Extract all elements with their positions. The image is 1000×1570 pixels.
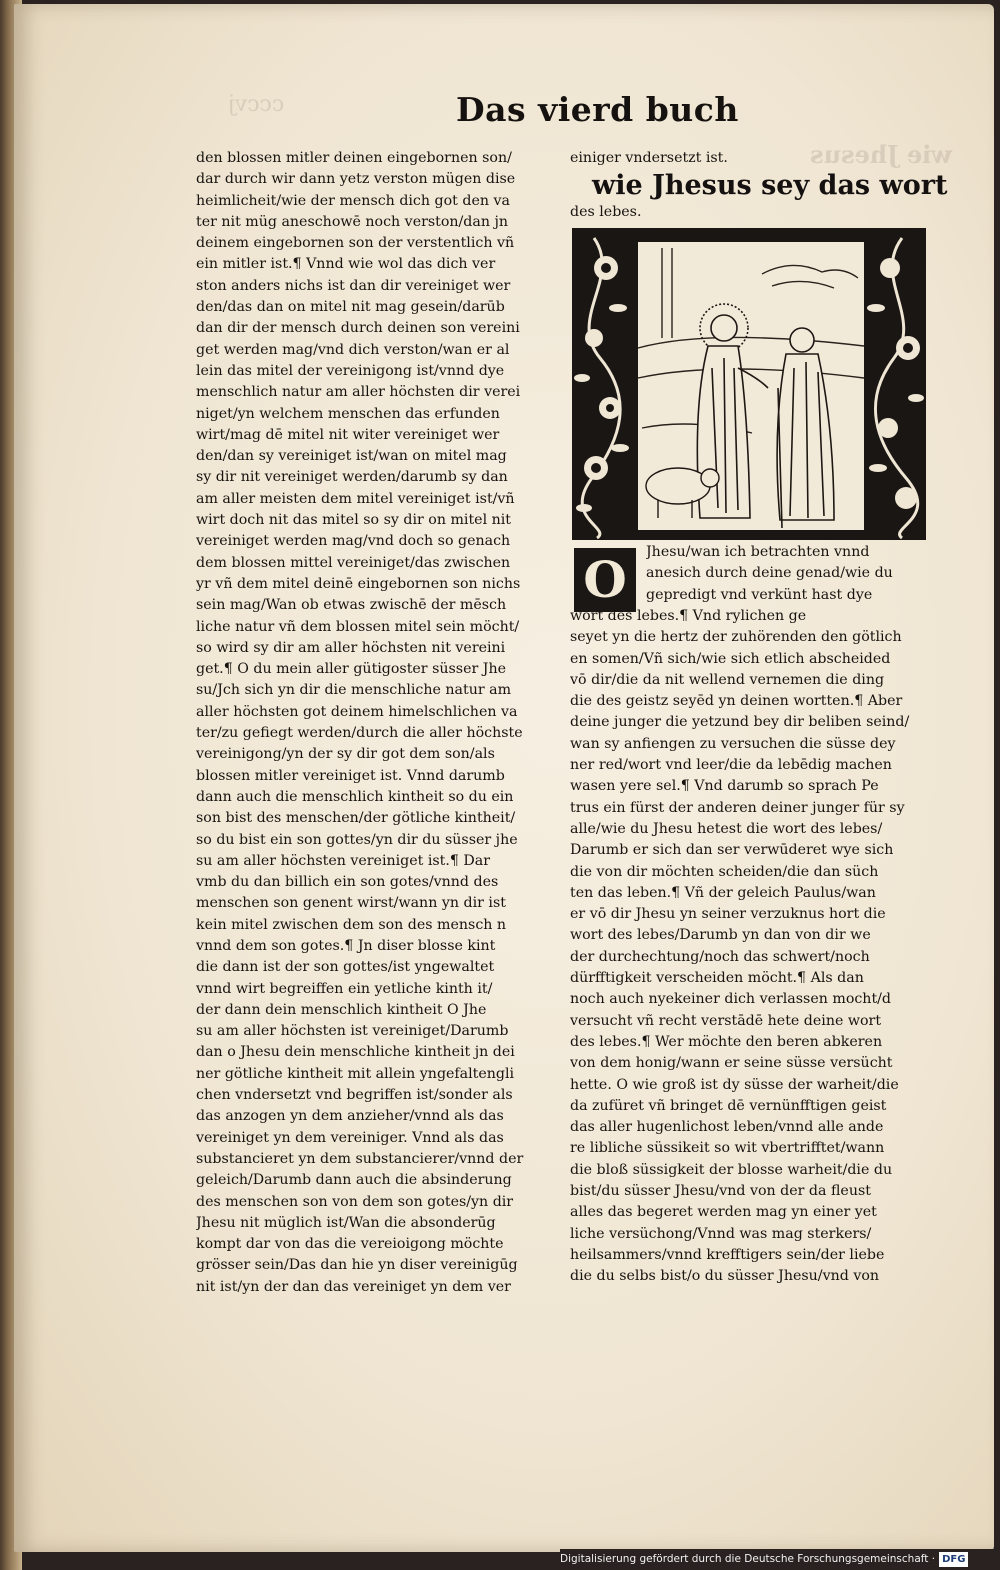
text-line: noch auch nyekeiner dich verlassen mocht/d xyxy=(570,991,892,1008)
text-line: su am aller höchsten ist vereiniget/Darumb xyxy=(196,1023,509,1040)
running-head: Das vierd buch xyxy=(456,90,739,129)
text-line: nit ist/yn der dan das vereiniget yn dem ver xyxy=(196,1278,511,1295)
right-column-body xyxy=(570,606,932,1288)
text-line: ein mitler ist.¶ Vnnd wie wol das dich ver xyxy=(196,256,496,273)
text-line: vereinigong/yn der sy dir got dem son/als xyxy=(196,746,495,763)
woodcut-jesus-and-disciple-image xyxy=(572,228,926,540)
text-line: Darumb er sich dan ser verwūderet wye sich xyxy=(570,842,894,859)
text-line: gepredigt vnd verkünt hast dye xyxy=(646,586,873,603)
footer-credit-text: Digitalisierung gefördert durch die Deutsche Forschungsgemeinschaft · xyxy=(560,1553,936,1565)
decorated-initial-letter: O xyxy=(574,548,636,612)
text-line: einiger vndersetzt ist. xyxy=(570,150,728,166)
text-line: den/das dan on mitel nit mag gesein/darūb xyxy=(196,299,505,316)
text-line: ten das leben.¶ Vñ der geleich Paulus/wan xyxy=(570,884,876,901)
text-line: kompt dar von das die vereioigong möchte xyxy=(196,1236,504,1253)
text-line: sein mag/Wan ob etwas zwischē der mēsch xyxy=(196,597,507,614)
text-line: wort des lebes/Darumb yn dan von dir we xyxy=(570,927,871,944)
text-line: vereiniget yn dem vereiniger. Vnnd als das xyxy=(196,1129,504,1146)
text-line: das aller hugenlichost leben/vnnd alle ande xyxy=(570,1119,884,1136)
left-column xyxy=(196,148,552,1298)
text-line: dar durch wir dann yetz verston mügen dise xyxy=(196,171,516,188)
text-line: liche versüchong/Vnnd was mag sterkers/ xyxy=(570,1225,872,1242)
text-line: dem blossen mittel vereiniget/das zwischen xyxy=(196,554,511,571)
text-line: grösser sein/Das dan hie yn diser vereinigūg xyxy=(196,1257,518,1274)
text-line: wan sy anfiengen zu versuchen die süsse dey xyxy=(570,735,896,752)
text-line: der durchechtung/noch das schwert/noch xyxy=(570,948,870,965)
text-line: die des geistz seyēd yn deinen wortten.¶ Aber xyxy=(570,693,903,710)
text-line: son bist des menschen/der götliche kintheit/ xyxy=(196,810,516,827)
text-line: menschlich natur am aller höchsten dir verei xyxy=(196,384,521,401)
text-line: des lebes.¶ Wer möchte den beren abkeren xyxy=(570,1033,883,1050)
text-line: wirt doch nit das mitel so sy dir on mitel nit xyxy=(196,512,511,529)
text-line: ter nit müg aneschowē noch verston/dan jn xyxy=(196,213,509,230)
text-line: chen vndersetzt vnd begriffen ist/sonder als xyxy=(196,1087,513,1104)
show-through-heading: wie Jhesus xyxy=(810,140,952,169)
text-line: trus ein fürst der anderen deiner junger für sy xyxy=(570,799,905,816)
text-line: anesich durch deine genad/wie du xyxy=(646,565,893,582)
text-line: die dann ist der son gottes/ist yngewaltet xyxy=(196,959,495,976)
text-line: deinem eingebornen son der verstentlich vñ xyxy=(196,235,515,252)
text-line: sy dir nit vereiniget werden/darumb sy dan xyxy=(196,469,508,486)
text-line: dan o Jhesu dein menschliche kintheit jn dei xyxy=(196,1044,515,1061)
text-line: wort des lebes.¶ Vnd rylichen ge xyxy=(570,608,807,624)
text-line: am aller meisten dem mitel vereiniget ist/vñ xyxy=(196,490,515,507)
text-line: menschen son genent wirst/wann yn dir ist xyxy=(196,895,506,912)
text-line: blossen mitler vereiniget ist. Vnnd darumb xyxy=(196,767,505,784)
text-line: von dem honig/wann er seine süsse versücht xyxy=(570,1055,893,1072)
text-line: vmb du dan billich ein son gotes/vnnd des xyxy=(196,874,499,891)
text-line: den/dan sy vereiniget ist/wan on mitel mag xyxy=(196,448,507,465)
text-line: wirt/mag dē mitel nit witer vereiniget wer xyxy=(196,426,500,443)
show-through-folio: cccvj xyxy=(228,92,285,117)
text-line: der dann dein menschlich kintheit O Jhe xyxy=(196,1001,487,1018)
text-line: ner red/wort vnd leer/die da lebēdig machen xyxy=(570,757,892,774)
text-line: vnnd dem son gotes.¶ Jn diser blosse kint xyxy=(196,937,496,954)
text-line: die von dir möchten scheiden/die dan süch xyxy=(570,863,879,880)
text-line: lein das mitel der vereinigong ist/vnnd dye xyxy=(196,362,505,379)
text-line: en somen/Vñ sich/wie sich etlich abscheided xyxy=(570,650,891,667)
text-line: deine junger die yetzund bey dir beliben seind/ xyxy=(570,714,910,731)
text-line: seyet yn die hertz der zuhörenden den götlich xyxy=(570,629,902,646)
text-line: bist/du süsser Jhesu/vnd von der da fleust xyxy=(570,1183,871,1200)
text-line: das anzogen yn dem anzieher/vnnd als das xyxy=(196,1108,504,1125)
text-line: su am aller höchsten vereiniget ist.¶ Dar xyxy=(196,852,491,869)
text-line: versucht vñ recht verstādē hete deine wort xyxy=(570,1012,882,1029)
text-line: liche natur vñ dem blossen mitel sein möcht/ xyxy=(196,618,520,635)
woodcut-illustration xyxy=(572,228,926,540)
text-line: aller höchsten got deinem himelschlichen va xyxy=(196,703,518,720)
text-line: dürfftigkeit verscheiden möcht.¶ Als dan xyxy=(570,970,864,987)
text-line: ner götliche kintheit mit allein yngefaltengli xyxy=(196,1065,515,1082)
text-line: heilsammers/vnnd krefftigers sein/der liebe xyxy=(570,1246,885,1263)
chapter-title: wie Jhesus sey das wort xyxy=(592,170,948,201)
text-line: den blossen mitler deinen eingebornen son/ xyxy=(196,150,512,166)
text-line: substancieret yn dem substancierer/vnnd der xyxy=(196,1150,524,1167)
text-line: die du selbs bist/o du süsser Jhesu/vnd von xyxy=(570,1268,880,1285)
text-line: ter/zu gefiegt werden/durch die aller höchste xyxy=(196,725,523,742)
text-line: heimlicheit/wie der mensch dich got den va xyxy=(196,192,510,209)
text-line: vereiniget werden mag/vnd doch so genach xyxy=(196,533,511,550)
text-line: alles das begeret werden mag yn einer yet xyxy=(570,1204,877,1221)
text-line: dann auch die menschlich kintheit so du ein xyxy=(196,788,514,805)
text-line: ston anders nichs ist dan dir vereiniget wer xyxy=(196,277,511,294)
text-line: da zufüret vñ bringet dē vernünfftigen geist xyxy=(570,1097,887,1114)
text-line: re libliche süssikeit so wit vbertrifftet/wann xyxy=(570,1140,885,1157)
text-line: kein mitel zwischen dem son des mensch n xyxy=(196,916,507,933)
text-line: alle/wie du Jhesu hetest die wort des lebes/ xyxy=(570,820,883,837)
text-line: vnnd wirt begreiffen ein yetliche kinth it/ xyxy=(196,980,493,997)
text-line: yr vñ dem mitel deinē eingebornen son nichs xyxy=(196,575,521,592)
text-line: so wird sy dir am aller höchsten nit vereini xyxy=(196,639,506,656)
text-line: get werden mag/vnd dich verston/wan er al xyxy=(196,341,510,358)
right-column-top xyxy=(570,148,932,169)
text-line: so du bist ein son gottes/yn dir du süsser jhe xyxy=(196,831,518,848)
text-line: wasen yere sel.¶ Vnd darumb so sprach Pe xyxy=(570,778,879,795)
text-line: Jhesu nit müglich ist/Wan die absonderūg xyxy=(196,1214,496,1231)
text-line: Jhesu/wan ich betrachten vnnd xyxy=(646,544,870,560)
text-line: die bloß süssigkeit der blosse warheit/die du xyxy=(570,1161,893,1178)
dfg-logo-icon: DFG xyxy=(939,1552,968,1567)
text-line: vō dir/die da nit wellend vernemen die ding xyxy=(570,671,885,688)
text-line: des menschen son von dem son gotes/yn dir xyxy=(196,1193,514,1210)
right-column-beside-initial xyxy=(646,542,934,606)
text-line: geleich/Darumb dann auch die absinderung xyxy=(196,1172,512,1189)
chapter-title-continuation: des lebes. xyxy=(570,204,642,220)
text-line: dan dir der mensch durch deinen son vereini xyxy=(196,320,520,337)
text-line: niget/yn welchem menschen das erfunden xyxy=(196,405,500,422)
text-line: er vō dir Jhesu yn seiner verzuknus hort die xyxy=(570,906,886,923)
text-line: su/Jch sich yn dir die menschliche natur am xyxy=(196,682,512,699)
digitization-footer xyxy=(560,1549,1000,1570)
text-line: get.¶ O du mein aller gütigoster süsser Jhe xyxy=(196,661,506,678)
text-line: hette. O wie groß ist dy süsse der warheit/die xyxy=(570,1076,899,1093)
